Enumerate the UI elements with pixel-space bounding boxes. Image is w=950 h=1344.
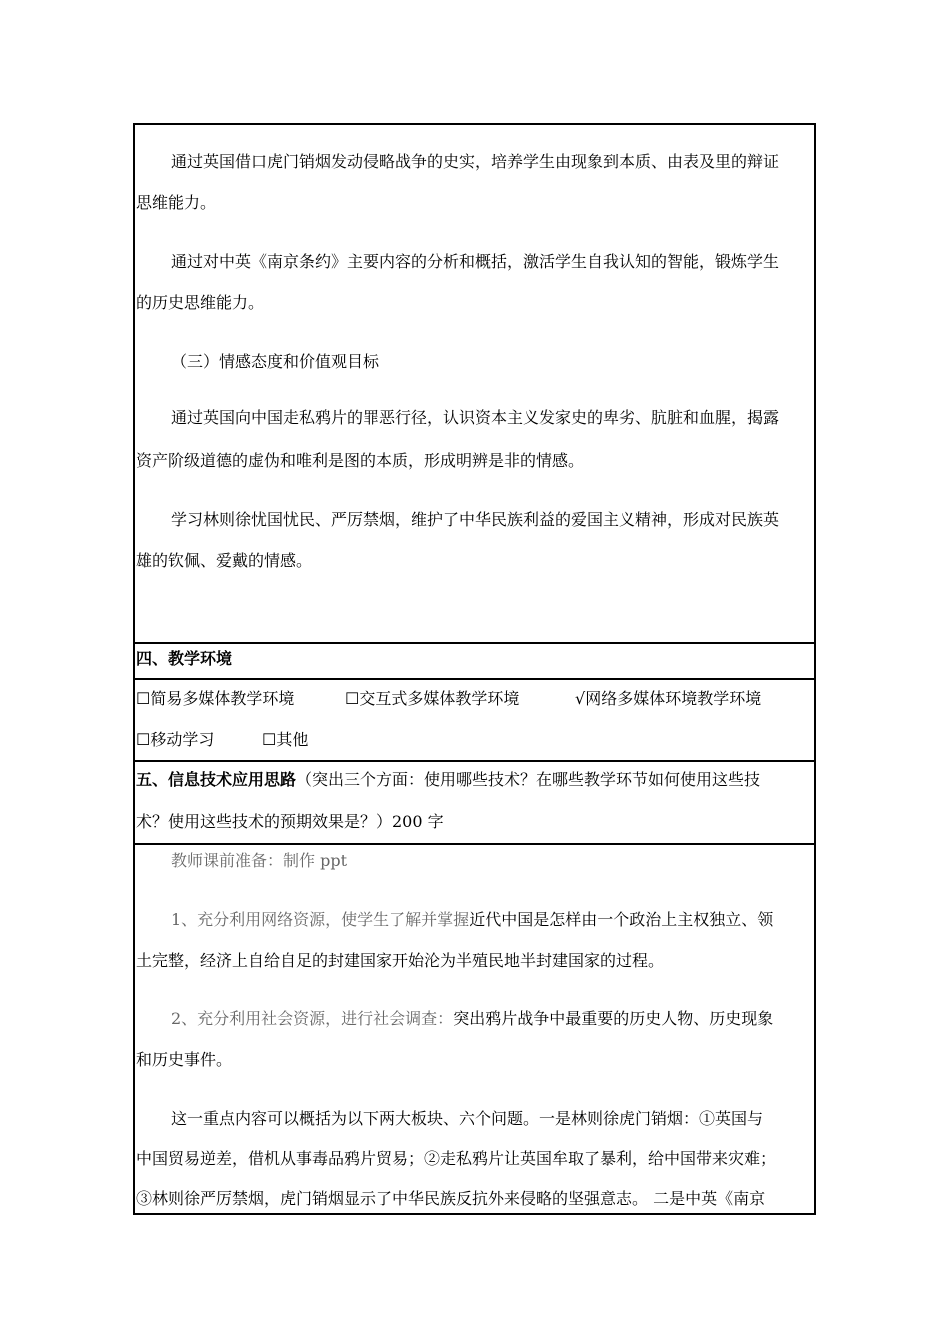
objective-sub-heading: （三）情感态度和价值观目标 (171, 352, 380, 371)
checkbox-empty-icon[interactable]: ☐ (136, 730, 151, 749)
row-divider-section5-heading (133, 843, 814, 845)
row-divider-objectives-end (133, 642, 814, 644)
section-5-prompt-line-2: 术？使用这些技术的预期效果是？）200 字 (136, 812, 444, 831)
objective-paragraph-4-line-2: 雄的钦佩、爱戴的情感。 (136, 551, 313, 570)
objective-paragraph-2-line-2: 的历史思维能力。 (136, 293, 265, 312)
env-option-label: 移动学习 (150, 730, 215, 749)
key-content-line-2: 中国贸易逆差，借机从事毒品鸦片贸易；②走私鸦片让英国牟取了暴利，给中国带来灾难； (136, 1149, 777, 1168)
item-2-lead: 2、充分利用社会资源，进行社会调查： (171, 1009, 454, 1028)
table-frame (133, 123, 816, 1215)
section-5-heading-line-1 (136, 769, 760, 791)
checkbox-empty-icon[interactable]: ☐ (262, 730, 277, 749)
teacher-prep-note: 教师课前准备：制作 ppt (171, 851, 348, 870)
section-5-heading: 五、信息技术应用思路 (136, 770, 297, 789)
item-2-line-1 (171, 1008, 773, 1030)
section-4-heading: 四、教学环境 (136, 649, 233, 668)
env-option-label: 其他 (276, 730, 309, 749)
env-option-simple-multimedia[interactable] (136, 688, 294, 710)
objective-paragraph-4-line-1: 学习林则徐忧国忧民、严厉禁烟，维护了中华民族利益的爱国主义精神，形成对民族英 (171, 510, 780, 529)
env-option-network-multimedia[interactable] (575, 688, 761, 710)
checkmark-icon[interactable]: √ (575, 689, 586, 708)
item-2-content: 突出鸦片战争中最重要的历史人物、历史现象 (453, 1009, 774, 1028)
item-1-line-1 (171, 909, 773, 931)
objective-paragraph-1-line-2: 思维能力。 (136, 193, 217, 212)
key-content-line-1: 这一重点内容可以概括为以下两大板块、六个问题。一是林则徐虎门销烟：①英国与 (171, 1109, 764, 1128)
key-content-line-3: ③林则徐严厉禁烟，虎门销烟显示了中华民族反抗外来侵略的坚强意志。 二是中英《南京 (136, 1189, 766, 1208)
item-1-line-2: 土完整，经济上自给自足的封建国家开始沦为半殖民地半封建国家的过程。 (136, 951, 665, 970)
item-2-line-2: 和历史事件。 (136, 1050, 233, 1069)
env-option-label: 交互式多媒体教学环境 (359, 689, 520, 708)
env-option-label: 简易多媒体教学环境 (150, 689, 295, 708)
section-5-prompt: （突出三个方面：使用哪些技术？在哪些教学环节如何使用这些技 (296, 770, 761, 789)
checkbox-empty-icon[interactable]: ☐ (345, 689, 360, 708)
env-option-mobile-learning[interactable] (136, 729, 214, 751)
objective-paragraph-2-line-1: 通过对中英《南京条约》主要内容的分析和概括，激活学生自我认知的智能，锻炼学生 (171, 252, 780, 271)
checkbox-empty-icon[interactable]: ☐ (136, 689, 151, 708)
item-1-lead: 1、充分利用网络资源，使学生了解并掌握 (171, 910, 470, 929)
objective-paragraph-1-line-1: 通过英国借口虎门销烟发动侵略战争的史实，培养学生由现象到本质、由表及里的辩证 (171, 152, 780, 171)
row-divider-section4-heading (133, 678, 814, 680)
env-option-interactive-multimedia[interactable] (345, 688, 519, 710)
item-1-content: 近代中国是怎样由一个政治上主权独立、领 (469, 910, 774, 929)
objective-paragraph-3-line-2: 资产阶级道德的虚伪和唯利是图的本质，形成明辨是非的情感。 (136, 451, 585, 470)
objective-paragraph-3-line-1: 通过英国向中国走私鸦片的罪恶行径，认识资本主义发家史的卑劣、肮脏和血腥，揭露 (171, 408, 780, 427)
env-option-label: 网络多媒体环境教学环境 (585, 689, 762, 708)
env-option-other[interactable] (262, 729, 308, 751)
row-divider-section5-start (133, 760, 814, 762)
